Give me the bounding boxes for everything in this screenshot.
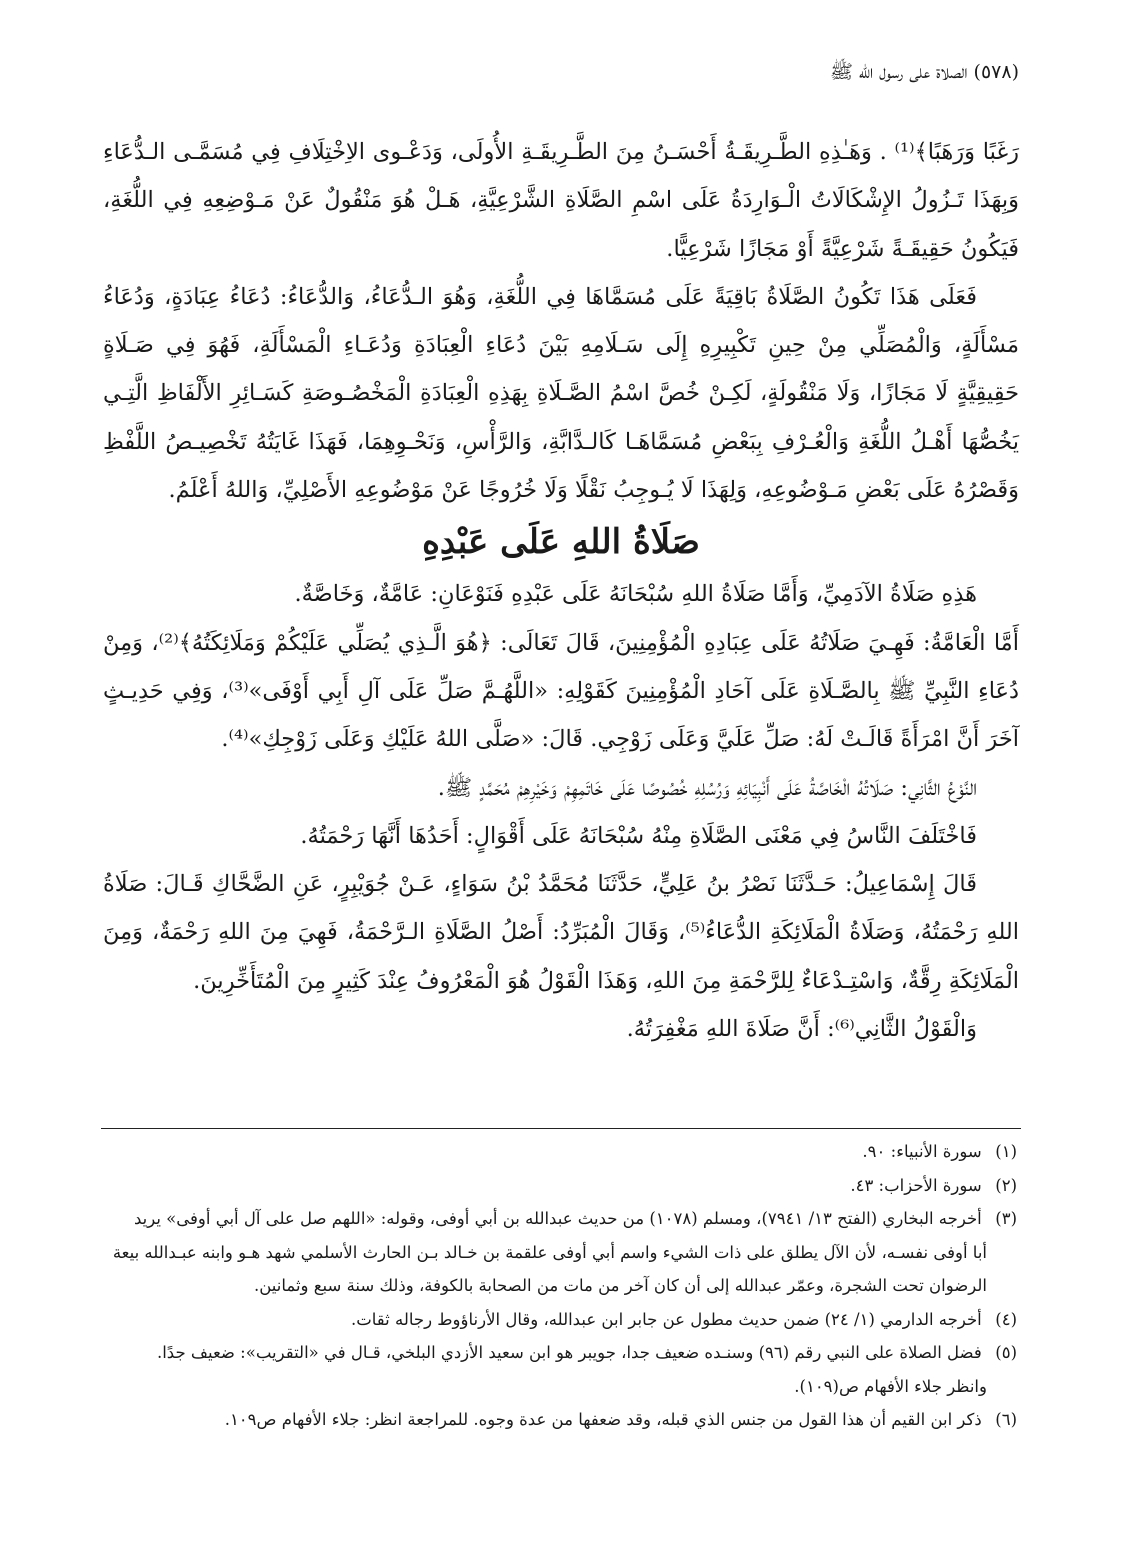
footnote-separator <box>101 1128 1021 1129</box>
paragraph: فَاخْتَلَفَ النَّاسُ فِي مَعْنَى الصَّلَاةِ مِنْهُ سُبْحَانَهُ عَلَى أَقْوَالٍ: أَحَدُهَا أَنَّهَا رَحْمَتُهُ. <box>300 822 977 849</box>
footnote-text: سورة الأنبياء: ٩٠. <box>862 1142 982 1161</box>
paragraph: النَّوْعُ الثَّانِي: صَلَاتُهُ الْخَاصَّةُ عَلَى أَنْبِيَائِهِ وَرُسُلِهِ خُصُوصًا عَلَى خَاتَمِهِمْ وَخَيْرِهِمْ مُحَمَّدٍ ﷺ. <box>437 774 977 801</box>
paragraph: هَذِهِ صَلَاةُ الآدَمِيِّ، وَأَمَّا صَلَاةُ اللهِ سُبْحَانَهُ عَلَى عَبْدِهِ فَنَوْعَانِ: عَامَّةٌ، وَخَاصَّةٌ. <box>294 581 977 608</box>
footnote-3-continued: الرضوان تحت الشجرة، وعمّر عبدالله إلى أن كان آخر من مات من الصحابة بالكوفة، وذلك سنة سبع وثمانين. <box>254 1276 987 1295</box>
paragraph: فَعَلَى هَذَا تَكُونُ الصَّلَاةُ بَاقِيَةً عَلَى مُسَمَّاهَا فِي اللُّغَةِ، وَهُوَ الـدُّعَاءُ، وَالدُّعَاءُ: دُعَاءُ عِبَادَةٍ، وَدُعَاءُ مَسْأَلَةٍ، وَالْمُصَلِّي مِنْ حِينِ تَكْبِيرِهِ إِلَى سَـلَامِهِ بَيْنَ دُعَاءِ الْعِبَادَةِ وَدُعَـاءِ الْمَسْأَلَةِ، فَهُوَ فِي صَـلَاةٍ حَقِيقِيَّةٍ لَا مَجَازًا، وَلَا مَنْقُولَةٍ، لَكِـنْ خُصَّ اسْمُ الصَّـلَاةِ بِهَذِهِ الْعِبَادَةِ الْمَخْصُـوصَةِ كَسَـائِرِ الأَلْفَاظِ الَّتِـي يَخُصُّهَا أَهْـلُ اللُّغَةِ وَالْعُـرْفِ بِبَعْضِ مُسَمَّاهَـا كَالـدَّابَّةِ، وَالرَّأْسِ، وَنَحْـوِهِمَا، فَهَذَا غَايَتُهُ تَخْصِيـصُ اللَّفْظِ وَقَصْرُهُ عَلَى بَعْضِ مَـوْضُوعِهِ، وَلِهَذَا لَا يُـوجِبُ نَقْلًا وَلَا خُرُوجًا عَنْ مَوْضُوعِهِ الأَصْلِيِّ، وَاللهُ أَعْلَمُ. <box>103 283 1019 504</box>
paragraph: وَالْقَوْلُ الثَّانِي⁽⁶⁾: أَنَّ صَلَاةَ اللهِ مَغْفِرَتُهُ. <box>626 1016 977 1043</box>
paragraph: قَالَ إِسْمَاعِيلُ: حَـدَّثَنَا نَصْرُ بنُ عَلِيٍّ، حَدَّثَنَا مُحَمَّدُ بْنُ سَوَاءٍ، عَـنْ جُوَيْبِرٍ، عَنِ الضَّحَّاكِ قَـالَ: صَلَاةُ اللهِ رَحْمَتُهُ، وَصَلَاةُ الْمَلَائِكَةِ الدُّعَاءُ⁽⁵⁾، وَقَالَ الْمُبَرِّدُ: أَصْلُ الصَّلَاةِ الـرَّحْمَةُ، فَهِيَ مِنَ اللهِ رَحْمَةٌ، وَمِنَ الْمَلَائِكَةِ رِقَّةٌ، وَاسْتِـدْعَاءٌ لِلرَّحْمَةِ مِنَ اللهِ، وَهَذَا الْقَوْلُ هُوَ الْمَعْرُوفُ عِنْدَ كَثِيرٍ مِنَ الْمُتَأَخِّرِينَ. <box>103 871 1019 994</box>
footnote-text: فضل الصلاة على النبي رقم (٩٦) وسنـده ضعيف جدا، جويبر هو ابن سعيد الأزدي البلخي، قـال في «التقريب»: ضعيف جدًا. <box>156 1343 982 1362</box>
footnote-number: (٣) <box>995 1209 1017 1228</box>
book-title: الصلاة على رسول الله ﷺ <box>829 61 968 83</box>
paragraph: أَمَّا الْعَامَّةُ: فَهِـيَ صَلَاتُهُ عَلَى عِبَادِهِ الْمُؤْمِنِينَ، قَالَ تَعَالَى: ﴿هُوَ الَّـذِي يُصَلِّي عَلَيْكُمْ وَمَلَائِكَتُهُ﴾⁽²⁾، وَمِنْ دُعَاءِ النَّبِيِّ ﷺ بِالصَّـلَاةِ عَلَى آحَادِ الْمُؤْمِنِينَ كَقَوْلِهِ: «اللَّهُـمَّ صَلِّ عَلَى آلِ أَبِي أَوْفَى»⁽³⁾، وَفِي حَدِيـثٍ آخَرَ أَنَّ امْرَأَةً قَالَـتْ لَهُ: صَلِّ عَلَيَّ وَعَلَى زَوْجِي. قَالَ: «صَلَّى اللهُ عَلَيْكِ وَعَلَى زَوْجِكِ»⁽⁴⁾. <box>103 629 1019 753</box>
paragraph: رَغَبًا وَرَهَبًا﴾⁽¹⁾ . وَهَـٰذِهِ الطَّـرِيقَـةُ أَحْسَـنُ مِنَ الطَّـرِيقَـةِ الأُولَى، وَدَعْـوى الاِخْتِلَافِ فِي مُسَمَّـى الـدُّعَاءِ وَبِهَذَا تَـزُولُ الإِشْكَالَاتُ الْـوَارِدَةُ عَلَى اسْمِ الصَّلَاةِ الشَّرْعِيَّةِ، هَـلْ هُوَ مَنْقُولٌ عَنْ مَـوْضِعِهِ فِي اللُّغَةِ، فَيَكُونُ حَقِيقَـةً شَرْعِيَّةً أَوْ مَجَازًا شَرْعِيًّا. <box>103 139 1019 262</box>
footnote-text: ذكر ابن القيم أن هذا القول من جنس الذي قبله، وقد ضعفها من عدة وجوه. للمراجعة انظر: جلاء الأفهام ص١٠٩. <box>224 1410 982 1429</box>
footnote-5 <box>105 1336 1017 1370</box>
section-heading: صَلَاةُ اللهِ عَلَى عَبْدِهِ <box>422 522 700 563</box>
footnote-text: أخرجه الدارمي (١/ ٢٤) ضمن حديث مطول عن جابر ابن عبدالله، وقال الأرناؤوط رجاله ثقات. <box>351 1309 982 1329</box>
footnote-number: (٥) <box>995 1343 1017 1362</box>
footnote-number: (١) <box>995 1142 1017 1161</box>
footnote-number: (٦) <box>995 1410 1017 1429</box>
page-number: (٥٧٨) <box>973 61 1019 83</box>
footnote-3 <box>105 1202 1017 1236</box>
footnote-text: سورة الأحزاب: ٤٣. <box>850 1175 982 1195</box>
running-header <box>830 58 1019 86</box>
footnote-3-continued: أبا أوفى نفسـه، لأن الآل يطلق على ذات الشيء واسم أبي أوفى علقمة بن خـالد بـن الحارث الأسلمي شهد هـو وابنه عبـدالله بيعة <box>112 1242 987 1262</box>
footnote-number: (٢) <box>995 1175 1017 1195</box>
footnotes <box>105 1135 1017 1437</box>
footnote-number: (٤) <box>995 1309 1017 1329</box>
footnote-2 <box>105 1169 1017 1203</box>
footnote-6 <box>105 1403 1017 1437</box>
footnote-4 <box>105 1303 1017 1337</box>
footnote-5-continued: وانظر جلاء الأفهام ص(١٠٩). <box>794 1376 987 1396</box>
footnote-1 <box>105 1135 1017 1169</box>
footnote-text: أخرجه البخاري (الفتح ١٣/ ٧٩٤١)، ومسلم (١٠٧٨) من حديث عبدالله بن أبي أوفى، وقوله: «اللهم صل على آل أبي أوفى» يريد <box>133 1209 982 1228</box>
main-text <box>103 128 1019 1053</box>
